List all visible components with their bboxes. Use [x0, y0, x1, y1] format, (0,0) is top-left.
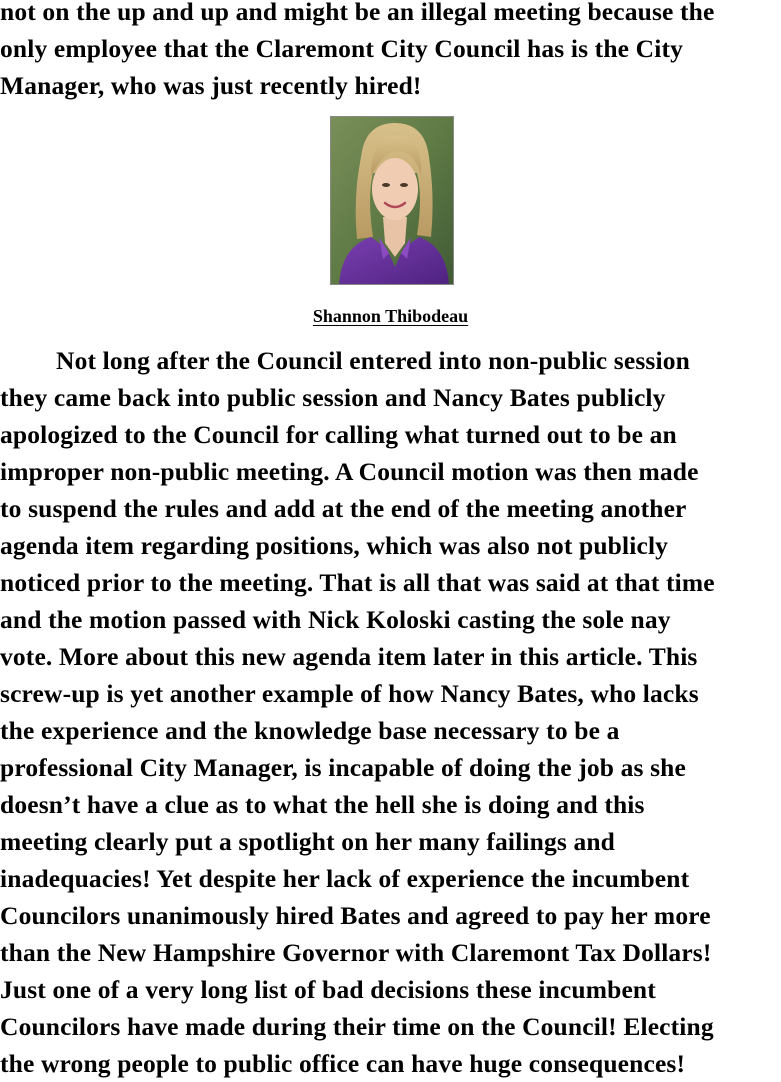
- text-line: doesn’t have a clue as to what the hell she is doing and this: [0, 790, 645, 819]
- text-line: Not long after the Council entered into non-public session: [56, 346, 690, 375]
- text-line: and the motion passed with Nick Koloski casting the sole nay: [0, 605, 671, 634]
- photo-caption: Shannon Thibodeau: [312, 306, 469, 326]
- text-line: only employee that the Claremont City Council has is the City: [0, 34, 683, 63]
- text-line: the experience and the knowledge base necessary to be a: [0, 716, 620, 745]
- text-line: to suspend the rules and add at the end of the meeting another: [0, 494, 687, 523]
- text-line: professional City Manager, is incapable of doing the job as she: [0, 753, 686, 782]
- text-line: Councilors have made during their time on the Council! Electing: [0, 1012, 714, 1041]
- text-line: not on the up and up and might be an illegal meeting because the: [0, 0, 715, 26]
- text-line: Just one of a very long list of bad decisions these incumbent: [0, 975, 656, 1004]
- text-line: the wrong people to public office can have huge consequences!: [0, 1049, 686, 1078]
- body-paragraph: [0, 342, 781, 1082]
- text-line: agenda item regarding positions, which was also not publicly: [0, 531, 669, 560]
- text-line: screw-up is yet another example of how Nancy Bates, who lacks: [0, 679, 699, 708]
- intro-paragraph: [0, 0, 781, 104]
- text-line: noticed prior to the meeting. That is all that was said at that time: [0, 568, 715, 597]
- text-line: vote. More about this new agenda item later in this article. This: [0, 642, 698, 671]
- text-line: inadequacies! Yet despite her lack of experience the incumbent: [0, 864, 690, 893]
- text-line: they came back into public session and Nancy Bates publicly: [0, 383, 666, 412]
- text-line: Councilors unanimously hired Bates and agreed to pay her more: [0, 901, 711, 930]
- portrait-photo: [330, 116, 454, 285]
- text-line: apologized to the Council for calling what turned out to be an: [0, 420, 677, 449]
- text-line: Manager, who was just recently hired!: [0, 71, 422, 100]
- text-line: than the New Hampshire Governor with Claremont Tax Dollars!: [0, 938, 712, 967]
- text-line: meeting clearly put a spotlight on her many failings and: [0, 827, 616, 856]
- text-line: improper non-public meeting. A Council motion was then made: [0, 457, 699, 486]
